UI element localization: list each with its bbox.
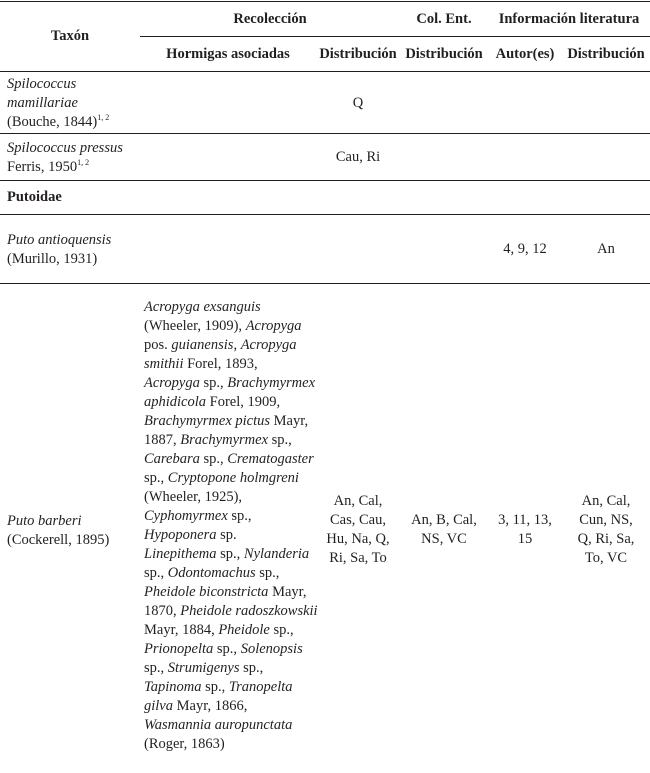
distribution-colent [400,511,488,549]
taxon-puto-barberi: Puto barberi (Cockerell, 1895) [7,513,110,548]
ant-list-line: sp., Odontomachus sp., [144,565,280,581]
taxon-spilococcus-pressus: Spilococcus pressus Ferris, 1950$^{1, 2}$ [7,140,123,175]
ant-list-line: Carebara sp., Crematogaster [144,451,314,467]
associated-ants-list [144,298,318,754]
cell-line: Cas, Cau, [330,512,386,528]
cell-line: Cun, NS, [579,512,633,528]
cell-line: An, Cal, [581,493,631,509]
header-subrule [140,36,650,37]
subheader-distribution-collection: Distribución [319,46,397,62]
ant-list-line: Prionopelta sp., Solenopsis [144,641,303,657]
header-taxon: Taxón [50,28,90,44]
taxon-spilococcus-mamillariae: Spilococcus mamillariae (Bouche, 1844)$^{1, 2}$ [7,76,110,130]
header-literature: Información literatura [498,11,640,27]
subheader-ants: Hormigas asociadas [166,46,290,62]
subheader-distribution-literature: Distribución [567,46,645,62]
cell-line: An, Cal, [333,493,383,509]
header-bottom-rule [0,71,650,72]
cell-line: To, VC [584,550,628,566]
subheader-distribution-colent: Distribución [405,46,483,62]
ant-list-line: Cyphomyrmex sp., [144,508,252,524]
ant-list-line: (Wheeler, 1925), [144,489,243,505]
cell-line: NS, VC [421,531,467,547]
ant-list-line: sp., Cryptopone holmgreni [144,470,299,486]
ant-list-line: smithii Forel, 1893, [144,356,258,372]
ant-list-line: 1887, Brachymyrmex sp., [144,432,292,448]
top-rule [0,1,650,2]
cell-line: 3, 11, 13, [498,512,552,528]
distribution-collection [316,492,400,568]
ant-list-line: Acropyga exsanguis [144,299,261,315]
subheader-authors: Autor(es) [495,46,555,62]
taxon-puto-antioquensis: Puto antioquensis (Murillo, 1931) [7,232,112,267]
ant-list-line: Pheidole biconstricta Mayr, [144,584,307,600]
authors-literature: 4, 9, 12 [503,241,547,257]
ant-list-line: aphidicola Forel, 1909, [144,394,281,410]
cell-line: 15 [517,531,533,547]
ant-list-line: Brachymyrmex pictus Mayr, [144,413,309,429]
ant-list-line: Hypoponera sp. [144,527,237,543]
family-putoidae: Putoidae [7,189,62,205]
row-divider [0,214,650,215]
distribution-literature [562,492,650,568]
ant-list-line: gilva Mayr, 1866, [144,698,248,714]
ant-list-line: Mayr, 1884, Pheidole sp., [144,622,294,638]
header-collection: Recolección [233,11,307,27]
ant-list-line: 1870, Pheidole radoszkowskii [144,603,318,619]
footnote-ref: 1, 2 [77,158,90,168]
ant-list-line: Acropyga sp., Brachymyrmex [144,375,316,391]
header-col-ent: Col. Ent. [416,11,472,27]
ant-list-line: Tapinoma sp., Tranopelta [144,679,293,695]
distribution-collection: Q [352,95,364,111]
row-divider [0,180,650,181]
cell-line: Hu, Na, Q, [326,531,390,547]
footnote-ref: 1, 2 [97,113,110,123]
row-divider [0,133,650,134]
distribution-literature: An [597,241,615,257]
ant-list-line: (Roger, 1863) [144,736,225,752]
authors-literature [488,511,562,549]
row-divider [0,283,650,284]
ant-list-line: Wasmannia auropunctata [144,717,293,733]
ant-list-line: sp., Strumigenys sp., [144,660,264,676]
cell-line: Ri, Sa, To [329,550,387,566]
cell-line: Q, Ri, Sa, [577,531,635,547]
ant-list-line: Linepithema sp., Nylanderia [144,546,310,562]
distribution-collection: Cau, Ri [335,149,381,165]
ant-list-line: pos. guianensis, Acropyga [144,337,297,353]
ant-list-line: (Wheeler, 1909), Acropyga [144,318,302,334]
cell-line: An, B, Cal, [411,512,477,528]
